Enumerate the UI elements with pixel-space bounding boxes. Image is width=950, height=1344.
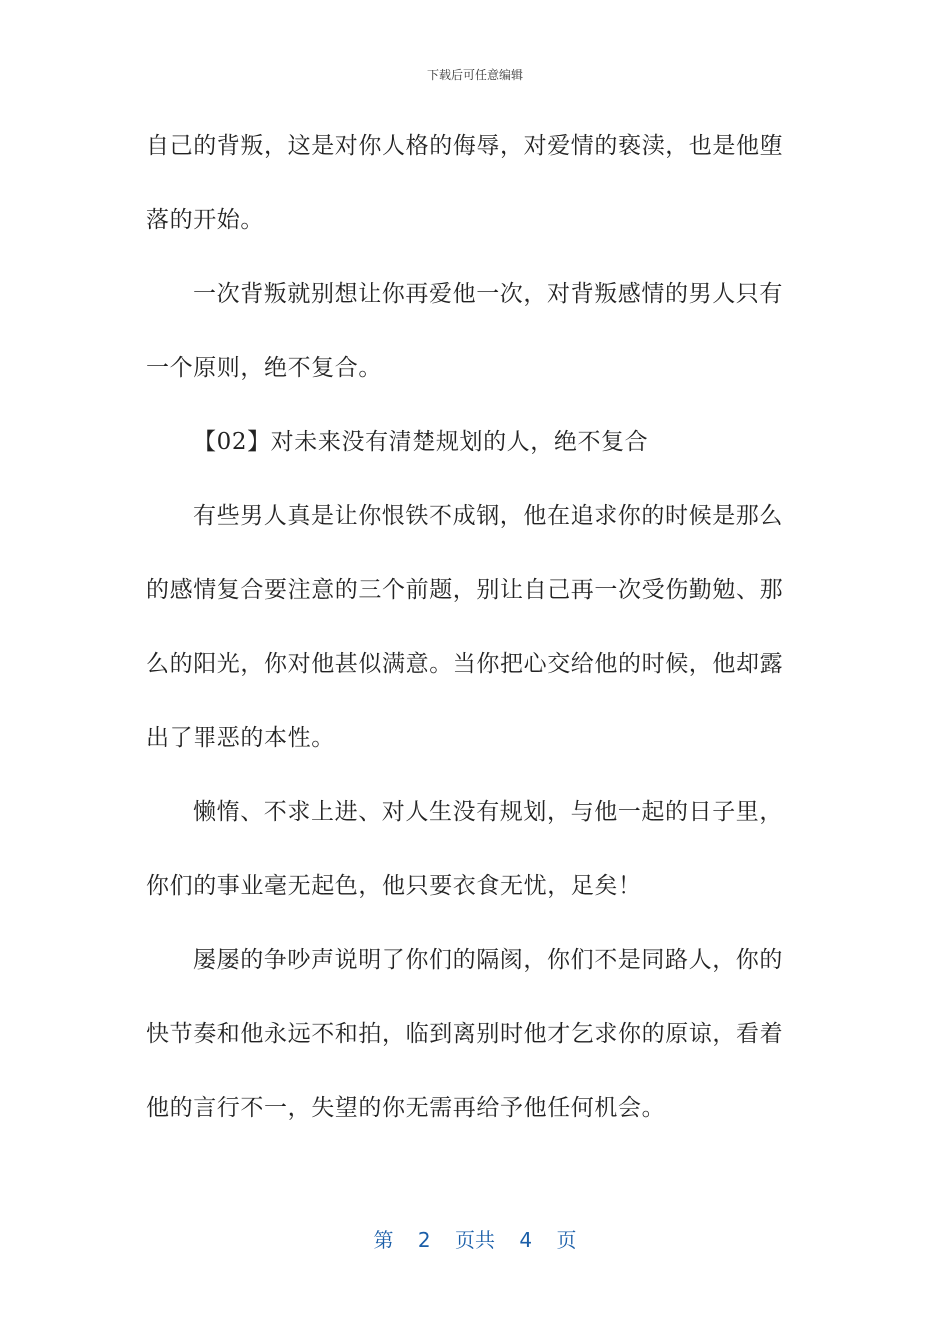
footer-total-pages: 4 bbox=[519, 1228, 533, 1252]
text-line: 自己的背叛，这是对你人格的侮辱，对爱情的亵渎，也是他堕 bbox=[146, 133, 784, 159]
text-line: 落的开始。 bbox=[146, 207, 264, 233]
text-line: 懒惰、不求上进、对人生没有规划，与他一起的日子里， bbox=[193, 799, 783, 825]
footer-ye-gong: 页共 bbox=[455, 1228, 495, 1252]
page-header: 下载后可任意编辑 bbox=[426, 68, 523, 82]
text-line: 屡屡的争吵声说明了你们的隔阂，你们不是同路人，你的 bbox=[193, 947, 783, 973]
text-line: 有些男人真是让你恨铁不成钢，他在追求你的时候是那么 bbox=[193, 503, 783, 529]
footer-ye: 页 bbox=[556, 1228, 577, 1252]
text-line: 一次背叛就别想让你再爱他一次，对背叛感情的男人只有 bbox=[193, 281, 783, 307]
section-heading: 【02】对未来没有清楚规划的人，绝不复合 bbox=[193, 429, 649, 455]
page-footer bbox=[0, 1224, 950, 1253]
text-line: 么的阳光，你对他甚似满意。当你把心交给他的时候，他却露 bbox=[146, 651, 784, 677]
text-line: 你们的事业毫无起色，他只要衣食无忧，足矣！ bbox=[146, 873, 642, 899]
text-line: 一个原则，绝不复合。 bbox=[146, 355, 382, 381]
footer-di: 第 bbox=[373, 1228, 394, 1252]
text-line: 出了罪恶的本性。 bbox=[146, 725, 335, 751]
text-line: 他的言行不一，失望的你无需再给予他任何机会。 bbox=[146, 1095, 666, 1121]
footer-page-number: 2 bbox=[417, 1228, 431, 1252]
text-line: 的感情复合要注意的三个前题，别让自己再一次受伤勤勉、那 bbox=[146, 577, 784, 603]
text-line: 快节奏和他永远不和拍，临到离别时他才乞求你的原谅，看着 bbox=[146, 1021, 784, 1047]
document-body bbox=[146, 126, 792, 1162]
